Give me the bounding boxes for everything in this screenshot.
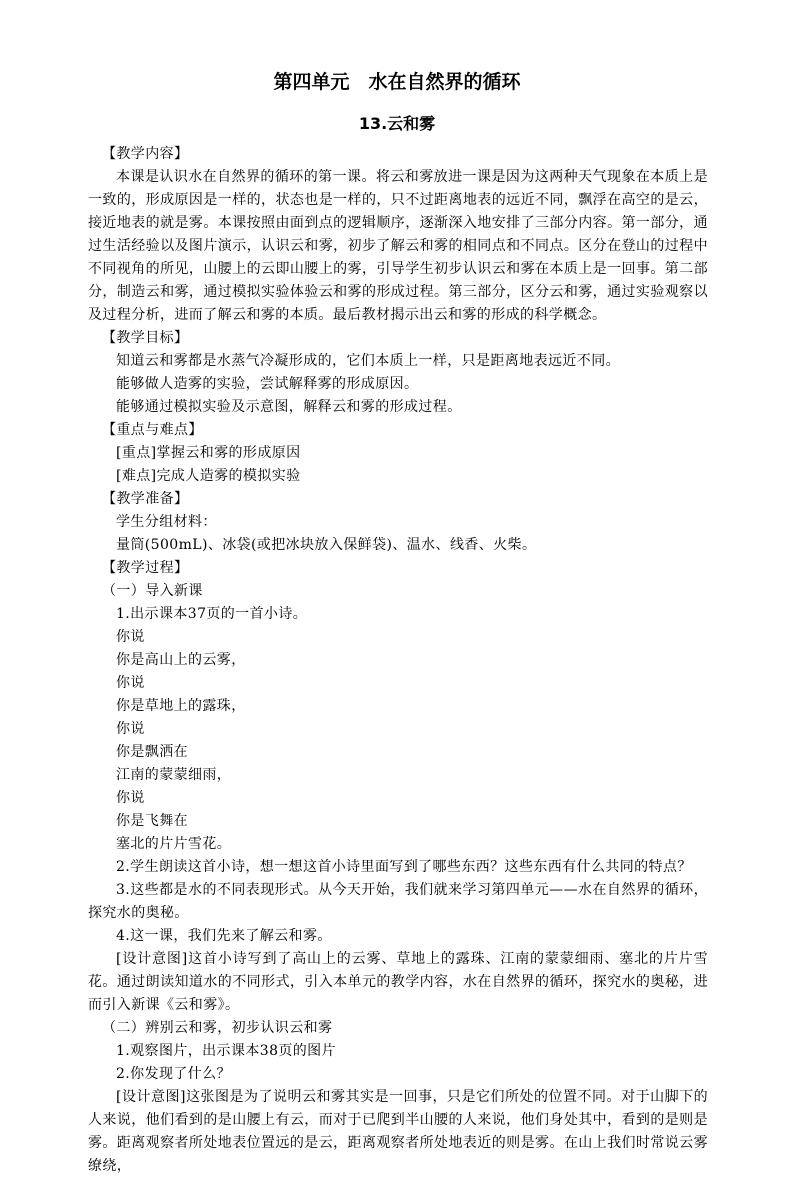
body-paragraph: [难点]完成人造雾的模拟实验 [116,468,301,484]
body-paragraph: 塞北的片片雪花。 [116,836,232,852]
body-paragraph: 你是飞舞在 [116,813,188,829]
body-paragraph: 你是高山上的云雾， [116,652,246,668]
body-paragraph: 你说 [116,790,145,806]
body-paragraph: [设计意图]这首小诗写到了高山上的云雾、草地上的露珠、江南的蒙蒙细雨、塞北的片片雪花。通过朗读知道水的不同形式，引入本单元的教学内容，水在自然界的循环，探究水的奥秘，进而引入新课《云和雾》。 [88,951,708,1013]
body-paragraph: 2.你发现了什么？ [116,1066,231,1082]
body-paragraph: 知道云和雾都是水蒸气冷凝形成的，它们本质上一样，只是距离地表远近不同。 [116,353,620,369]
section-heading: 【教学内容】 [102,146,189,162]
unit-title: 第四单元 水在自然界的循环 [273,71,521,93]
body-paragraph: 能够做人造雾的实验，尝试解释雾的形成原因。 [116,376,419,392]
body-paragraph: 你说 [116,721,145,737]
body-paragraph: 你说 [116,629,145,645]
lesson-title: 13.云和雾 [358,114,436,133]
section-heading: 【重点与难点】 [102,422,203,438]
body-paragraph: [设计意图]这张图是为了说明云和雾其实是一回事，只是它们所处的位置不同。对于山脚下的人来说，他们看到的是山腰上有云，而对于已爬到半山腰的人来说，他们身处其中，看到的是则是雾。距离观察者所处地表位置远的是云，距离观察者所处地表近的则是雾。在山上我们时常说云雾缭绕， [88,1089,708,1174]
body-paragraph: 你是飘洒在 [116,744,188,760]
body-paragraph: 你说 [116,675,145,691]
body-paragraph: 学生分组材料： [116,514,217,530]
body-paragraph: 江南的蒙蒙细雨， [116,767,232,783]
body-paragraph: （二）辨别云和雾，初步认识云和雾 [102,1020,333,1036]
body-paragraph: 能够通过模拟实验及示意图，解释云和雾的形成过程。 [116,399,462,415]
body-paragraph: 3.这些都是水的不同表现形式。从今天开始，我们就来学习第四单元——水在自然界的循环，探究水的奥秘。 [88,882,708,921]
body-paragraph: 本课是认识水在自然界的循环的第一课。将云和雾放进一课是因为这两种天气现象在本质上是一致的，形成原因是一样的，状态也是一样的，只不过距离地表的远近不同，飘浮在高空的是云，接近地表的就是雾。本课按照由面到点的逻辑顺序，逐渐深入地安排了三部分内容。第一部分，通过生活经验以及图片演示，认识云和雾，初步了解云和雾的相同点和不同点。区分在登山的过程中不同视角的所见，山腰上的云即山腰上的雾，引导学生初步认识云和雾在本质上是一回事。第二部分，制造云和雾，通过模拟实验体验云和雾的形成过程。第三部分，区分云和雾，通过实验观察以及过程分析，进而了解云和雾的本质。最后教材揭示出云和雾的形成的科学概念。 [88,169,708,323]
body-paragraph: 1.出示课本37页的一首小诗。 [116,606,308,622]
body-paragraph: 你是草地上的露珠， [116,698,246,714]
body-paragraph: （一）导入新课 [102,583,203,599]
section-heading: 【教学目标】 [102,330,189,346]
section-heading: 【教学准备】 [102,491,189,507]
section-heading: 【教学过程】 [102,560,189,576]
body-paragraph: 4.这一课，我们先来了解云和雾。 [116,928,332,944]
body-paragraph: 1.观察图片，出示课本38页的图片 [116,1043,336,1059]
body-paragraph: 2.学生朗读这首小诗，想一想这首小诗里面写到了哪些东西？这些东西有什么共同的特点？ [116,859,692,875]
body-paragraph: [重点]掌握云和雾的形成原因 [116,445,301,461]
document-body [88,143,708,1178]
body-paragraph: 量筒(500mL)、冰袋(或把冰块放入保鲜袋)、温水、线香、火柴。 [116,537,537,553]
